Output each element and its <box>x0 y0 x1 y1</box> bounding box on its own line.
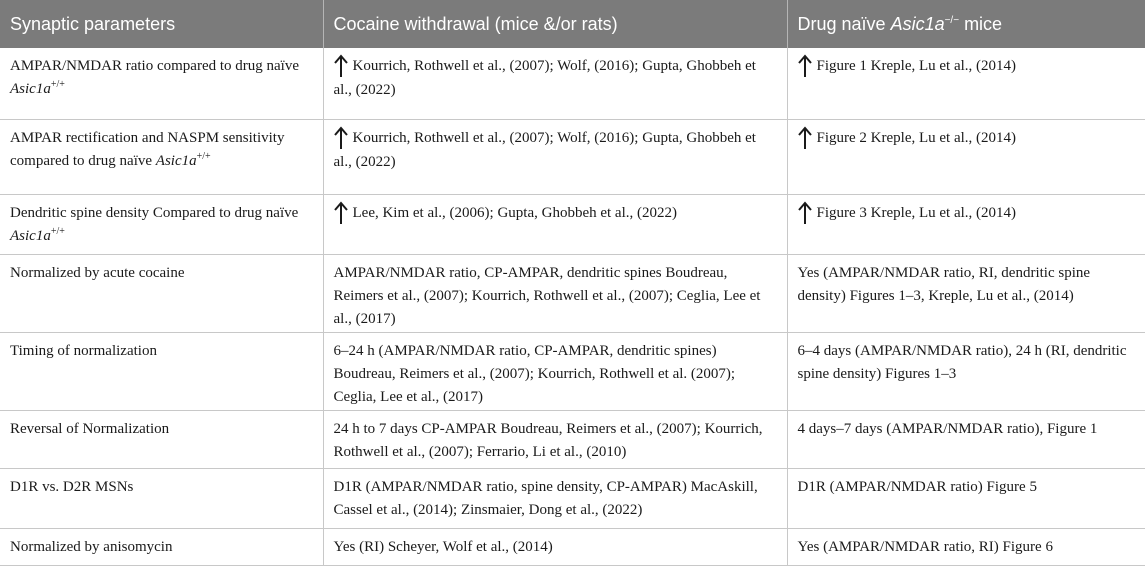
header-row <box>0 0 1145 48</box>
up-arrow-icon <box>334 126 348 150</box>
cell-synaptic-parameter <box>0 410 323 468</box>
drug-naive-text: Figure 1 Kreple, Lu et al., (2014) <box>816 58 1017 74</box>
parameter-text: Dendritic spine density Compared to drug naïve <box>10 204 299 221</box>
up-arrow-icon <box>334 54 348 78</box>
cocaine-withdrawal-text: Kourrich, Rothwell et al., (2007); Wolf, (2016); Gupta, Ghobbeh et al., (2022) <box>333 129 756 170</box>
table-row <box>0 119 1145 194</box>
up-arrow-icon <box>798 126 812 150</box>
header-drug-naive-prefix: Drug naïve <box>797 13 891 34</box>
header-synaptic-parameters: Synaptic parameters <box>0 0 323 48</box>
cocaine-withdrawal-text: AMPAR/NMDAR ratio, CP-AMPAR, dendritic spines Boudreau, Reimers et al., (2007); Kourrich, Rothwell et al., (2007); Ceglia, Lee et al., (2017) <box>333 264 761 327</box>
parameter-text: Normalized by anisomycin <box>10 538 173 555</box>
cell-drug-naive <box>787 194 1145 254</box>
table-row <box>0 410 1145 468</box>
cell-drug-naive <box>787 410 1145 468</box>
parameter-text: Timing of normalization <box>10 342 157 359</box>
parameter-genotype: Asic1a <box>10 81 51 97</box>
cell-drug-naive <box>787 48 1145 119</box>
header-cocaine-withdrawal: Cocaine withdrawal (mice &/or rats) <box>323 0 787 48</box>
parameter-genotype-sup: +/+ <box>50 225 65 237</box>
up-arrow-icon <box>798 201 812 225</box>
cocaine-withdrawal-text: Yes (RI) Scheyer, Wolf et al., (2014) <box>333 538 553 555</box>
cell-cocaine-withdrawal <box>323 254 787 332</box>
cocaine-withdrawal-text: D1R (AMPAR/NMDAR ratio, spine density, CP-AMPAR) MacAskill, Cassel et al., (2014); Zinsmaier, Dong et al., (2022) <box>333 478 758 518</box>
table-row <box>0 194 1145 254</box>
table-row <box>0 254 1145 332</box>
cell-cocaine-withdrawal <box>323 410 787 468</box>
cell-synaptic-parameter <box>0 528 323 565</box>
cell-drug-naive <box>787 254 1145 332</box>
cell-synaptic-parameter <box>0 48 323 119</box>
header-drug-naive <box>787 0 1145 48</box>
table-header <box>0 0 1145 48</box>
cell-drug-naive <box>787 468 1145 528</box>
header-genotype-sup: −/− <box>944 14 960 26</box>
header-drug-naive-suffix: mice <box>959 13 1003 34</box>
cell-synaptic-parameter <box>0 468 323 528</box>
parameter-text: D1R vs. D2R MSNs <box>10 478 134 495</box>
parameter-text: AMPAR/NMDAR ratio compared to drug naïve <box>10 58 299 74</box>
drug-naive-text: Figure 3 Kreple, Lu et al., (2014) <box>816 204 1017 221</box>
drug-naive-text: 4 days–7 days (AMPAR/NMDAR ratio), Figure 1 <box>797 420 1098 437</box>
cell-cocaine-withdrawal <box>323 528 787 565</box>
parameter-text: AMPAR rectification and NASPM sensitivity compared to drug naïve <box>10 129 285 169</box>
cell-synaptic-parameter <box>0 119 323 194</box>
table-row <box>0 48 1145 119</box>
header-genotype: Asic1a <box>890 13 945 34</box>
parameter-genotype: Asic1a <box>10 227 51 244</box>
drug-naive-text: Yes (AMPAR/NMDAR ratio, RI, dendritic spine density) Figures 1–3, Kreple, Lu et al., (2014) <box>797 264 1091 304</box>
cell-drug-naive <box>787 332 1145 410</box>
table-body <box>0 48 1145 565</box>
up-arrow-icon <box>334 201 348 225</box>
cocaine-withdrawal-text: 6–24 h (AMPAR/NMDAR ratio, CP-AMPAR, dendritic spines) Boudreau, Reimers et al., (2007); Kourrich, Rothwell et al. (2007); Ceglia, Lee et al., (2017) <box>333 342 736 405</box>
drug-naive-text: D1R (AMPAR/NMDAR ratio) Figure 5 <box>797 478 1037 495</box>
table-row <box>0 528 1145 565</box>
cell-cocaine-withdrawal <box>323 119 787 194</box>
parameter-genotype: Asic1a <box>155 152 197 169</box>
cell-cocaine-withdrawal <box>323 48 787 119</box>
table-row <box>0 468 1145 528</box>
drug-naive-text: Yes (AMPAR/NMDAR ratio, RI) Figure 6 <box>797 538 1053 555</box>
drug-naive-text: 6–4 days (AMPAR/NMDAR ratio), 24 h (RI, dendritic spine density) Figures 1–3 <box>797 342 1127 382</box>
cell-drug-naive <box>787 528 1145 565</box>
cell-synaptic-parameter <box>0 194 323 254</box>
cell-drug-naive <box>787 119 1145 194</box>
cocaine-withdrawal-text: 24 h to 7 days CP-AMPAR Boudreau, Reimers et al., (2007); Kourrich, Rothwell et al., (2007); Ferrario, Li et al., (2010) <box>333 420 763 460</box>
cell-cocaine-withdrawal <box>323 332 787 410</box>
cell-synaptic-parameter <box>0 254 323 332</box>
table-row <box>0 332 1145 410</box>
cell-synaptic-parameter <box>0 332 323 410</box>
cell-cocaine-withdrawal <box>323 194 787 254</box>
cell-cocaine-withdrawal <box>323 468 787 528</box>
parameter-text: Normalized by acute cocaine <box>10 264 185 281</box>
cocaine-withdrawal-text: Kourrich, Rothwell et al., (2007); Wolf, (2016); Gupta, Ghobbeh et al., (2022) <box>333 58 756 98</box>
up-arrow-icon <box>798 54 812 78</box>
parameter-text: Reversal of Normalization <box>10 420 170 437</box>
parameter-genotype-sup: +/+ <box>196 150 211 162</box>
cocaine-withdrawal-text: Lee, Kim et al., (2006); Gupta, Ghobbeh et al., (2022) <box>352 204 677 221</box>
drug-naive-text: Figure 2 Kreple, Lu et al., (2014) <box>816 129 1017 146</box>
parameter-genotype-sup: +/+ <box>50 79 65 90</box>
